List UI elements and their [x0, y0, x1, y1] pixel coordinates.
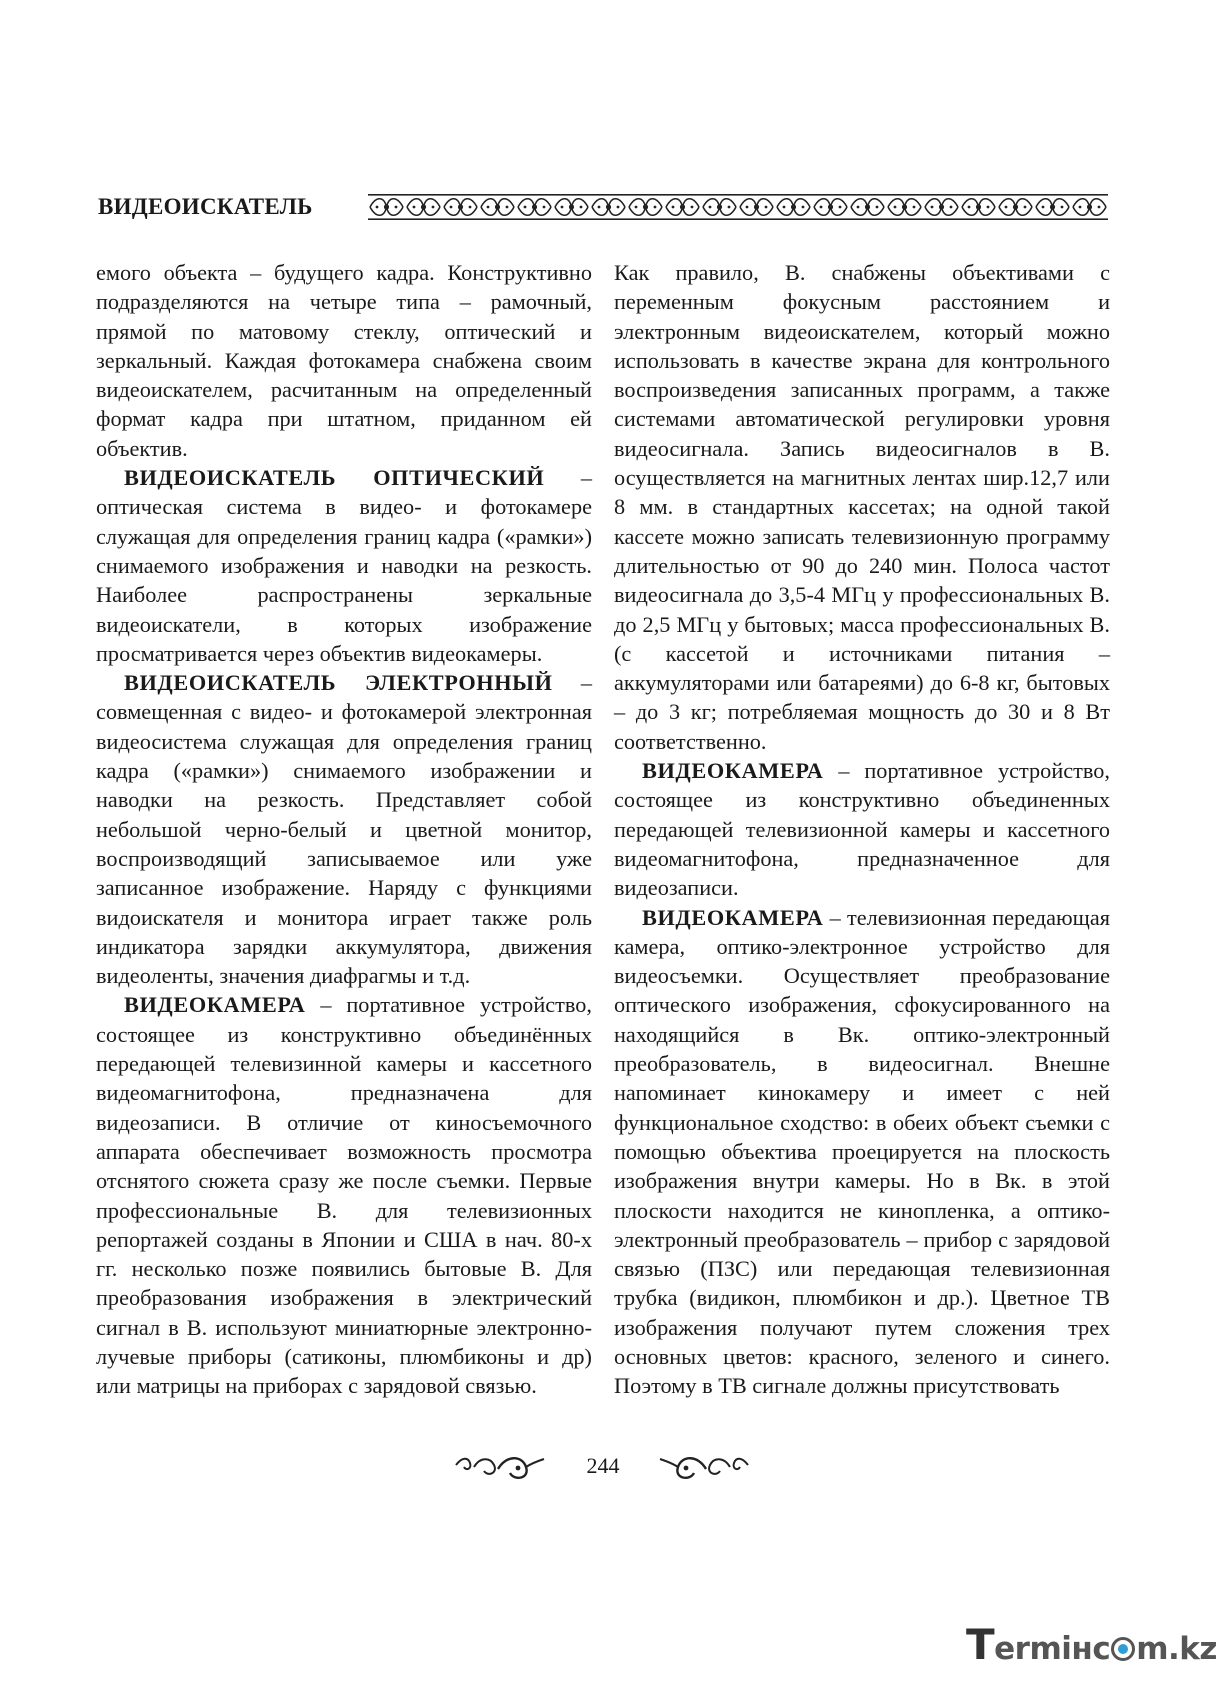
- dictionary-entry: [96, 668, 592, 990]
- paragraph: емого объекта – будущего кадра. Конструктивно подразделяются на четыре типа – рамочный, прямой по матовому стеклу, оптический и зеркальный. Каждая фотокамера снабжена своим видеоискателем, расчитанным на определенный формат кадра при штатном, приданном ей объектив.: [96, 260, 592, 461]
- page-footer: [0, 1445, 1191, 1485]
- watermark-text-part2: m.kz: [1136, 1631, 1217, 1667]
- running-header-title: ВИДЕОИСКАТЕЛЬ: [98, 194, 313, 219]
- entry-text: – портативное устройство, состоящее из конструктивно объединенных передающей телевизионной камеры и кассетного видеомагнитофона, предназначенное для видеозаписи.: [614, 758, 1110, 901]
- entry-term: ВИДЕОКАМЕРА: [642, 758, 824, 784]
- flourish-right-icon: [656, 1451, 752, 1483]
- right-column: [614, 258, 1110, 1401]
- globe-icon: [1111, 1637, 1135, 1661]
- dictionary-entry: [614, 756, 1110, 902]
- running-header: [98, 188, 1110, 228]
- flourish-left-icon: [452, 1451, 548, 1483]
- entry-term: ВИДЕОИСКАТЕЛЬ ОПТИЧЕСКИЙ: [124, 465, 545, 491]
- dictionary-entry: [614, 903, 1110, 1401]
- watermark-logo: [966, 1620, 1217, 1670]
- page-number: 244: [586, 1453, 620, 1478]
- entry-text: – портативное устройство, состоящее из конструктивно объединённых передающей телевизинной камеры и кассетного видеомагнитофона, предназначена для видеозаписи. В отличие от киносъемочного аппарата обеспечивает возможность просмотра отснятого сюжета сразу же после съемки. Первые профессиональные В. для телевизионных репортажей созданы в Японии и США в нач. 80-х гг. несколько позже появились бытовые В. Для преобразования изображения в электрический сигнал в В. используют миниатюрные электронно-лучевые приборы (сатиконы, плюмбиконы и др) или матрицы на приборах с зарядовой связью.: [96, 992, 592, 1399]
- watermark-text-part1: ermінc: [994, 1631, 1111, 1667]
- entry-text: – совмещенная с видео- и фотокамерой электронная видеосистема служащая для определения границ кадра («рамки») снимаемого изображении и наводки на резкость. Представляет собой небольшой черно-белый и цветной монитор, воспроизводящий записываемое или уже записанное изображение. Наряду с функциями видоискателя и монитора играет также роль индикатора зарядки аккумулятора, движения видеоленты, значения диафрагмы и т.д.: [96, 670, 592, 989]
- ornament-band-icon: [368, 192, 1108, 222]
- entry-text: – телевизионная передающая камера, оптико-электронное устройство для видеосъемки. Осуществляет преобразование оптического изображения, сфокусированного на находящийся в Вк. оптико-электронный преобразователь, в видеосигнал. Внешне напоминает кинокамеру и имеет с ней функциональное сходство: в обеих объект съемки с помощью объектива проецируется на плоскость изображения внутри камеры. Но в Вк. в этой плоскости находится не кинопленка, а оптико-электронный преобразователь – прибор с зарядовой связью (ПЗС) или передающая телевизионная трубка (видикон, плюмбикон и др.). Цветное ТВ изображения получают путем сложения трех основных цветов: красного, зеленого и синего. Поэтому в ТВ сигнале должны присутствовать: [614, 904, 1110, 1399]
- entry-term: ВИДЕОКАМЕРА: [124, 992, 306, 1018]
- watermark-initial: T: [966, 1620, 995, 1669]
- paragraph: Как правило, В. снабжены объективами с переменным фокусным расстоянием и электронным видеоискателем, который можно использовать в качестве экрана для контрольного воспроизведения записанных программ, а также системами автоматической регулировки уровня видеосигнала. Запись видеосигналов в В. осуществляется на магнитных лентах шир.12,7 или 8 мм. в стандартных кассетах; на одной такой кассете можно записать телевизионную программу длительностью от 90 до 240 мин. Полоса частот видеосигнала до 3,5-4 МГц у профессиональных В. до 2,5 МГц у бытовых; масса профессиональных В. (с кассетой и источниками питания – аккумуляторами или батареями) до 6-8 кг, бытовых – до 3 кг; потребляемая мощность до 30 и 8 Вт соответственно.: [614, 260, 1110, 754]
- dictionary-entry: [96, 463, 592, 668]
- entry-term: ВИДЕОКАМЕРА: [642, 904, 824, 930]
- entry-term: ВИДЕОИСКАТЕЛЬ ЭЛЕКТРОННЫЙ: [124, 670, 553, 696]
- entry-text: – оптическая система в видео- и фотокамере служащая для определения границ кадра («рамки») снимаемого изображения и наводки на резкость. Наиболее распространены зеркальные видеоискатели, в которых изображение просматривается через объектив видеокамеры.: [96, 465, 592, 666]
- dictionary-entry: [96, 990, 592, 1400]
- left-column: [96, 258, 592, 1401]
